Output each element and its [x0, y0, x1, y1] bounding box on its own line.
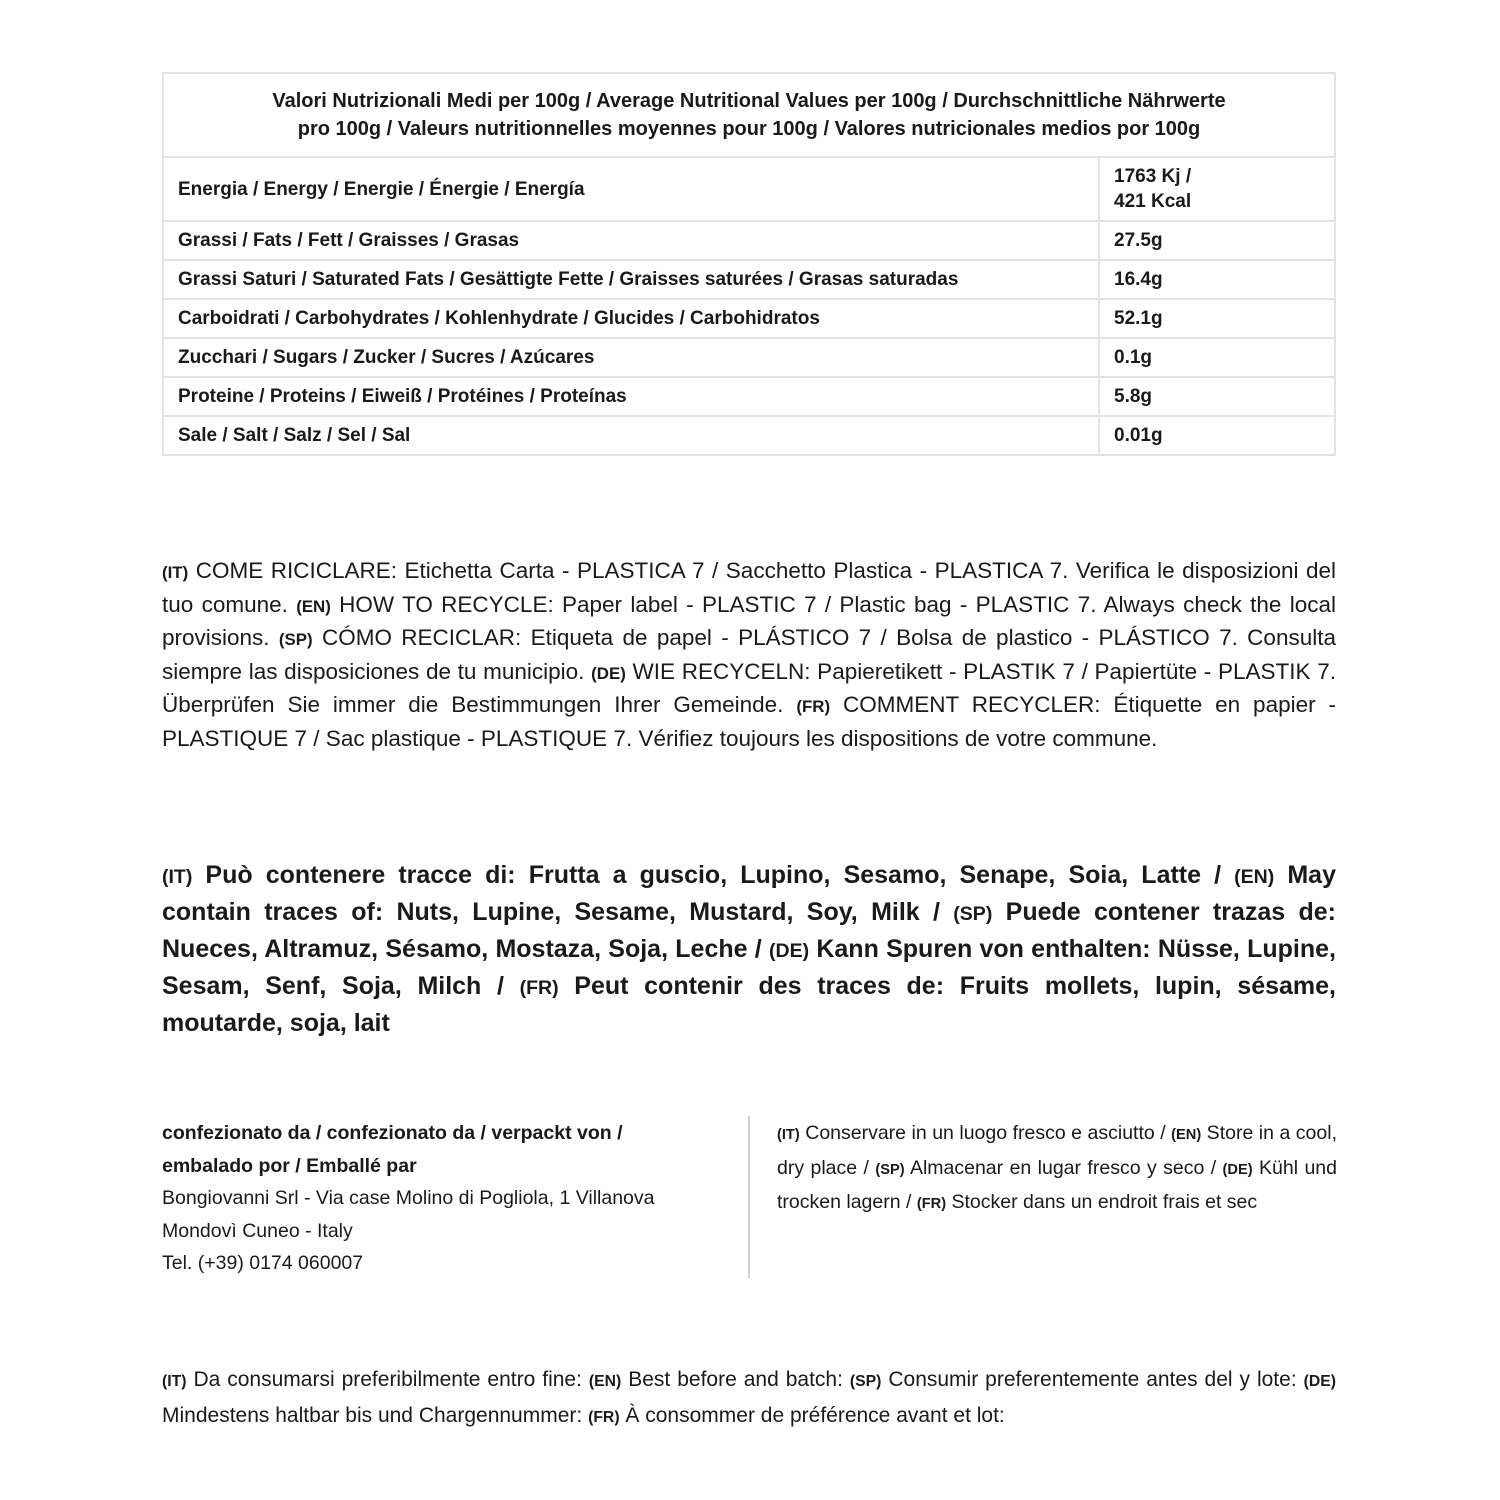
- lang-code-sp: ( SP ): [279, 630, 313, 649]
- nutrition-row-energy: [163, 157, 1335, 221]
- lang-code-sp: ( SP ): [875, 1162, 904, 1178]
- nutrition-row-sugars: [163, 338, 1335, 377]
- lang-code-de: ( DE ): [1223, 1162, 1253, 1178]
- storage-text-it: Conservare in un luogo fresco e asciutto /: [799, 1122, 1172, 1144]
- lang-code-en: ( EN ): [1171, 1127, 1201, 1143]
- nutrition-table: [162, 72, 1336, 456]
- lang-code-it: ( IT ): [162, 866, 192, 888]
- energy-kcal: 421 Kcal: [1114, 191, 1192, 212]
- nutrition-value: 0.1g: [1099, 338, 1335, 377]
- nutrition-label: Proteine / Proteins / Eiweiß / Protéines / Proteínas: [163, 377, 1099, 416]
- nutrition-value: [1099, 157, 1335, 221]
- nutrition-label: Grassi / Fats / Fett / Graisses / Grasas: [163, 221, 1099, 260]
- recycling-text-en: HOW TO RECYCLE: Paper label - PLASTIC 7 / Plastic bag - PLASTIC 7. Always check the local provisions.: [162, 591, 1337, 651]
- lang-code-en: ( EN ): [296, 597, 331, 616]
- lang-code-en: ( EN ): [589, 1373, 621, 1390]
- packer-info: [162, 1117, 732, 1280]
- best-before-text-fr: À consommer de préférence avant et lot:: [619, 1404, 1005, 1427]
- best-before-text-it: Da consumarsi preferibilmente entro fine:: [186, 1368, 589, 1391]
- recycling-text-de: WIE RECYCELN: Papieretikett - PLASTIK 7 / Papiertüte - PLASTIK 7. Überprüfen Sie immer die Bestimmungen Ihrer Gemeinde.: [162, 658, 1336, 718]
- nutrition-row-salt: [163, 416, 1335, 455]
- nutrition-row-proteins: [163, 377, 1335, 416]
- lang-code-fr: ( FR ): [588, 1409, 620, 1426]
- packer-address-line1: Bongiovanni Srl - Via case Molino di Pogliola, 1 Villanova: [162, 1187, 655, 1209]
- nutrition-value: 52.1g: [1099, 299, 1335, 338]
- nutrition-label: Carboidrati / Carbohydrates / Kohlenhydrate / Glucides / Carbohidratos: [163, 299, 1099, 338]
- nutrition-value: 16.4g: [1099, 260, 1335, 299]
- lang-code-it: ( IT ): [162, 1373, 187, 1390]
- nutrition-header-line1: Valori Nutrizionali Medi per 100g / Average Nutritional Values per 100g / Durchschnittliche Nährwerte: [272, 90, 1226, 112]
- best-before-text-en: Best before and batch:: [621, 1368, 850, 1391]
- storage-text-de: Kühl und trocken lagern /: [777, 1156, 1337, 1213]
- allergen-text-fr: Peut contenir des traces de: Fruits mollets, lupin, sésame, moutarde, soja, lait: [162, 972, 1336, 1037]
- recycling-text-sp: CÓMO RECICLAR: Etiqueta de papel - PLÁSTICO 7 / Bolsa de plastico - PLÁSTICO 7. Consulta siempre las disposiciones de tu municipio.: [162, 625, 1336, 684]
- allergen-text-it: Può contenere tracce di: Frutta a guscio, Lupino, Sesamo, Senape, Soia, Latte /: [192, 861, 1235, 889]
- lang-code-it: ( IT ): [162, 563, 188, 582]
- packer-heading-line1: confezionato da / confezionato da / verpackt von /: [162, 1122, 623, 1144]
- nutrition-label: Sale / Salt / Salz / Sel / Sal: [163, 416, 1099, 455]
- nutrition-table-header: [163, 73, 1335, 157]
- lang-code-fr: ( FR ): [917, 1196, 946, 1212]
- nutrition-row-fats: [163, 221, 1335, 260]
- lang-code-fr: ( FR ): [796, 697, 830, 716]
- lang-code-en: ( EN ): [1234, 866, 1274, 888]
- allergen-text-de: Kann Spuren von enthalten: Nüsse, Lupine, Sesam, Senf, Soja, Milch /: [162, 935, 1336, 1000]
- storage-instructions: [777, 1117, 1337, 1221]
- best-before-text-de: Mindestens haltbar bis und Chargennummer:: [162, 1404, 589, 1427]
- nutrition-row-saturated-fats: [163, 260, 1335, 299]
- lang-code-fr: ( FR ): [520, 977, 559, 999]
- packer-heading-line2: embalado por / Emballé par: [162, 1154, 417, 1177]
- lang-code-sp: ( SP ): [953, 903, 992, 925]
- storage-text-sp: Almacenar en lugar fresco y seco /: [904, 1156, 1223, 1179]
- nutrition-value: 27.5g: [1099, 221, 1335, 260]
- lang-code-de: ( DE ): [1304, 1373, 1336, 1390]
- recycling-instructions: [162, 555, 1336, 755]
- nutrition-label: Zucchari / Sugars / Zucker / Sucres / Azúcares: [163, 338, 1099, 377]
- lang-code-de: ( DE ): [591, 664, 626, 683]
- packer-address-line2: Mondovì Cuneo - Italy: [162, 1219, 353, 1242]
- allergen-text-en: May contain traces of: Nuts, Lupine, Sesame, Mustard, Soy, Milk /: [162, 861, 1336, 926]
- lang-code-de: ( DE ): [769, 940, 809, 962]
- nutrition-label: Energia / Energy / Energie / Énergie / Energía: [163, 157, 1099, 221]
- nutrition-value: 5.8g: [1099, 377, 1335, 416]
- storage-text-en: Store in a cool, dry place /: [777, 1122, 1337, 1179]
- recycling-text-it: COME RICICLARE: Etichetta Carta - PLASTICA 7 / Sacchetto Plastica - PLASTICA 7. Verifica le disposizioni del tuo comune.: [162, 558, 1336, 617]
- allergen-warning: [162, 858, 1336, 1041]
- vertical-divider: [748, 1116, 750, 1278]
- best-before-notice: [162, 1363, 1336, 1435]
- energy-kj: 1763 Kj /: [1114, 166, 1192, 187]
- lang-code-it: ( IT ): [777, 1127, 800, 1143]
- nutrition-value: 0.01g: [1099, 416, 1335, 455]
- nutrition-header-line2: pro 100g / Valeurs nutritionnelles moyennes pour 100g / Valores nutricionales medios por 100g: [297, 118, 1201, 140]
- lang-code-sp: ( SP ): [850, 1373, 882, 1390]
- nutrition-label: Grassi Saturi / Saturated Fats / Gesättigte Fette / Graisses saturées / Grasas saturadas: [163, 260, 1099, 299]
- best-before-text-sp: Consumir preferentemente antes del y lote:: [881, 1368, 1304, 1391]
- recycling-text-fr: COMMENT RECYCLER: Étiquette en papier - PLASTIQUE 7 / Sac plastique - PLASTIQUE 7. Vérifiez toujours les dispositions de votre commune.: [162, 692, 1336, 751]
- allergen-text-sp: Puede contener trazas de: Nueces, Altramuz, Sésamo, Mostaza, Soja, Leche /: [162, 898, 1336, 963]
- nutrition-row-carbohydrates: [163, 299, 1335, 338]
- packer-phone: Tel. (+39) 0174 060007: [162, 1252, 364, 1274]
- storage-text-fr: Stocker dans un endroit frais et sec: [946, 1191, 1258, 1213]
